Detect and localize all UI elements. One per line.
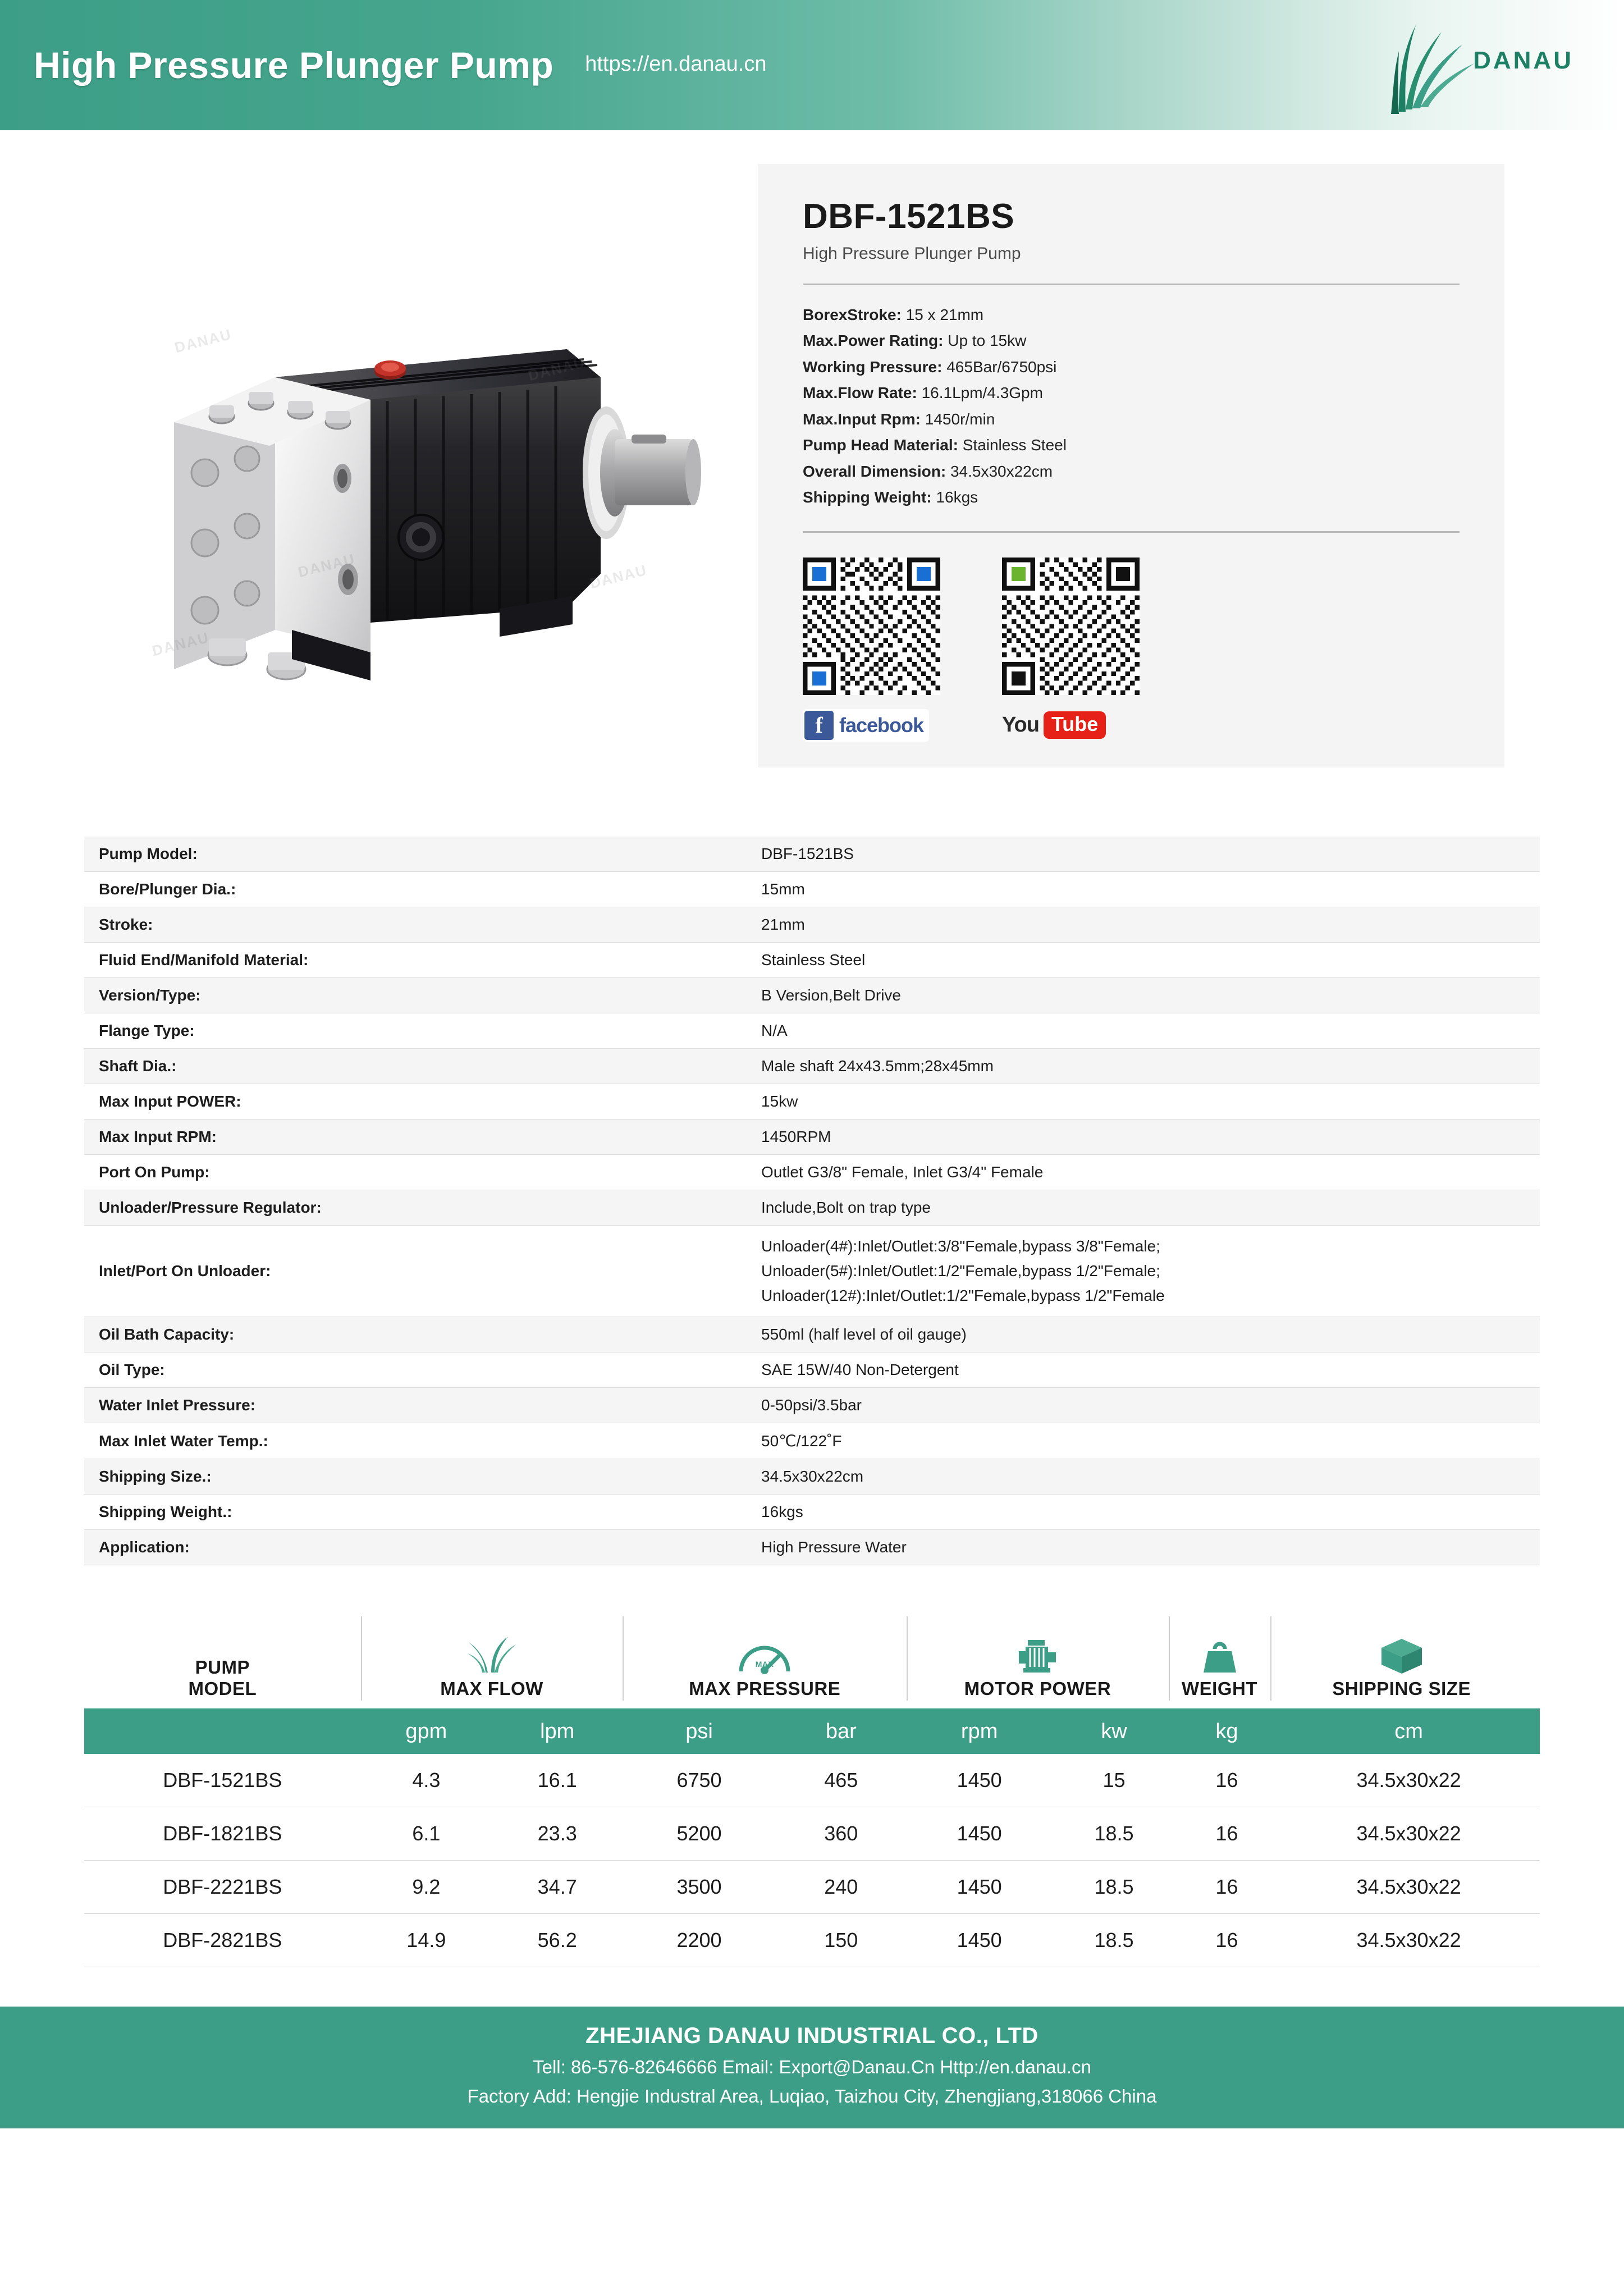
- data-cell: 16: [1215, 1875, 1238, 1898]
- spec-value-line: Unloader(4#):Inlet/Outlet:3/8"Female,bypass 3/8"Female;: [761, 1237, 1160, 1255]
- data-cell: 16: [1215, 1929, 1238, 1952]
- svg-text:MAX: MAX: [755, 1660, 774, 1669]
- spec-key: Fluid End/Manifold Material:: [84, 943, 747, 978]
- spec-value: N/A: [747, 1013, 1540, 1049]
- quick-spec-value: 16kgs: [931, 488, 978, 506]
- data-cell: 5200: [676, 1822, 722, 1845]
- divider: [803, 531, 1460, 533]
- gauge-icon: [623, 1617, 907, 1678]
- spec-key: Max Input RPM:: [84, 1119, 747, 1155]
- spec-value-line: Unloader(12#):Inlet/Outlet:1/2"Female,bypass 1/2"Female: [761, 1287, 1165, 1304]
- page-header: [0, 0, 1624, 130]
- header-line1: MOTOR POWER: [964, 1678, 1111, 1699]
- quick-spec-label: Max.Flow Rate:: [803, 384, 917, 402]
- spec-value: DBF-1521BS: [747, 837, 1540, 872]
- table-row: [84, 1084, 1540, 1119]
- table-row: [84, 1226, 1540, 1317]
- data-cell: 9.2: [412, 1875, 441, 1898]
- spec-value: 21mm: [747, 907, 1540, 943]
- header-shipping-size: [1270, 1617, 1532, 1705]
- product-photo: [84, 164, 758, 804]
- quick-spec-row: [803, 485, 1460, 510]
- spec-value: 1450RPM: [747, 1119, 1540, 1155]
- data-cell: 3500: [676, 1875, 722, 1898]
- header-line1: WEIGHT: [1182, 1678, 1257, 1699]
- table-row: [84, 1530, 1540, 1565]
- spec-value: 15kw: [747, 1084, 1540, 1119]
- quick-spec-value: Up to 15kw: [943, 332, 1027, 350]
- quick-spec-list: [803, 302, 1460, 511]
- quick-spec-row: [803, 328, 1460, 354]
- data-cell: 16: [1215, 1769, 1238, 1792]
- unit-header-psi: psi: [685, 1720, 713, 1743]
- unit-header-kg: kg: [1215, 1720, 1238, 1743]
- spec-value: [747, 1226, 1540, 1317]
- comparison-group-header: [84, 1596, 1540, 1711]
- logo-wordmark: DANAU: [1473, 47, 1573, 74]
- table-row: [84, 978, 1540, 1013]
- data-cell: 360: [824, 1822, 858, 1845]
- header-line1: MAX PRESSURE: [689, 1678, 841, 1699]
- header-line1: SHIPPING SIZE: [1332, 1678, 1471, 1699]
- spec-value: High Pressure Water: [747, 1530, 1540, 1565]
- model-comparison-table: [84, 1596, 1540, 1967]
- table-row: [84, 1155, 1540, 1190]
- data-cell: 14.9: [406, 1929, 446, 1952]
- table-row: [84, 1119, 1540, 1155]
- table-row: [84, 943, 1540, 978]
- product-spec-card: [758, 164, 1504, 767]
- header-pump-model: [84, 1596, 361, 1705]
- data-cell: 16.1: [537, 1769, 577, 1792]
- header-line1: PUMP: [195, 1657, 250, 1678]
- data-cell: 240: [824, 1875, 858, 1898]
- youtube-qr-block: [1002, 558, 1140, 743]
- table-row: [84, 1388, 1540, 1423]
- facebook-label: facebook: [839, 713, 924, 737]
- product-model-title: DBF-1521BS: [803, 197, 1015, 236]
- footer-address: Factory Add: Hengjie Industral Area, Luqiao, Taizhou City, Zhengjiang,318066 China: [467, 2086, 1157, 2106]
- spec-value: Outlet G3/8" Female, Inlet G3/4" Female: [747, 1155, 1540, 1190]
- spec-key: Shipping Weight.:: [84, 1495, 747, 1530]
- page-footer: [0, 2007, 1624, 2128]
- quick-spec-label: Working Pressure:: [803, 358, 943, 376]
- quick-spec-label: Max.Power Rating:: [803, 332, 944, 350]
- table-row: [84, 1495, 1540, 1530]
- table-row: [84, 837, 1540, 872]
- data-cell: 150: [824, 1929, 858, 1952]
- data-cell: 1450: [957, 1822, 1002, 1845]
- spec-key: Version/Type:: [84, 978, 747, 1013]
- table-row: [84, 872, 1540, 907]
- data-cell: 34.7: [537, 1875, 577, 1898]
- quick-spec-value: 16.1Lpm/4.3Gpm: [917, 384, 1043, 402]
- data-cell: 4.3: [412, 1769, 441, 1792]
- logo-leaf-icon: [1347, 15, 1476, 116]
- spec-value: B Version,Belt Drive: [747, 978, 1540, 1013]
- data-cell: 1450: [957, 1769, 1002, 1792]
- box-icon: [1270, 1617, 1532, 1678]
- model-name-cell: DBF-2221BS: [163, 1875, 282, 1898]
- data-cell: 18.5: [1094, 1822, 1134, 1845]
- data-cell: 34.5x30x22: [1356, 1822, 1461, 1845]
- model-name-cell: DBF-2821BS: [163, 1929, 282, 1952]
- spec-key: Max Input POWER:: [84, 1084, 747, 1119]
- spec-value: Male shaft 24x43.5mm;28x45mm: [747, 1049, 1540, 1084]
- table-row: [84, 1013, 1540, 1049]
- divider: [803, 284, 1460, 285]
- model-name-cell: DBF-1521BS: [163, 1769, 282, 1792]
- table-row: [84, 1190, 1540, 1226]
- table-row: [84, 907, 1540, 943]
- quick-spec-row: [803, 380, 1460, 406]
- quick-spec-label: Shipping Weight:: [803, 488, 932, 506]
- table-row: [84, 1352, 1540, 1388]
- watermark-text: DANAU: [588, 561, 649, 592]
- quick-spec-value: 34.5x30x22cm: [946, 462, 1053, 480]
- header-line2: MODEL: [188, 1678, 257, 1699]
- header-max-flow: [361, 1617, 623, 1705]
- data-cell: 1450: [957, 1929, 1002, 1952]
- table-row: [84, 1317, 1540, 1352]
- data-cell: 6750: [676, 1769, 722, 1792]
- unit-header-bar: bar: [825, 1720, 857, 1743]
- footer-company-name: ZHEJIANG DANAU INDUSTRIAL CO., LTD: [585, 2023, 1039, 2048]
- youtube-qr-code[interactable]: [1002, 558, 1140, 695]
- spec-value: 16kgs: [747, 1495, 1540, 1530]
- spacer: [84, 1596, 361, 1657]
- spec-key: Unloader/Pressure Regulator:: [84, 1190, 747, 1226]
- data-cell: 1450: [957, 1875, 1002, 1898]
- quick-spec-value: Stainless Steel: [958, 436, 1067, 454]
- flow-icon: [361, 1617, 623, 1678]
- spec-value: 34.5x30x22cm: [747, 1459, 1540, 1495]
- spec-key: Oil Bath Capacity:: [84, 1317, 747, 1352]
- facebook-qr-block: [803, 558, 940, 743]
- motor-icon: [907, 1617, 1169, 1678]
- comparison-body: [84, 1754, 1540, 1967]
- spec-key: Port On Pump:: [84, 1155, 747, 1190]
- header-website-url[interactable]: https://en.danau.cn: [585, 52, 767, 76]
- data-cell: 18.5: [1094, 1875, 1134, 1898]
- youtube-badge[interactable]: [1002, 708, 1140, 743]
- data-cell: 34.5x30x22: [1356, 1769, 1461, 1792]
- spec-key: Shipping Size.:: [84, 1459, 747, 1495]
- spec-key: Flange Type:: [84, 1013, 747, 1049]
- product-subtitle: High Pressure Plunger Pump: [803, 244, 1021, 263]
- table-row: [84, 1914, 1540, 1967]
- spec-value: 550ml (half level of oil gauge): [747, 1317, 1540, 1352]
- product-overview: [0, 130, 1624, 804]
- spec-value: 15mm: [747, 872, 1540, 907]
- data-cell: 23.3: [537, 1822, 577, 1845]
- watermark-text: DANAU: [172, 325, 234, 357]
- table-row: [84, 1807, 1540, 1861]
- unit-header-kw: kw: [1101, 1720, 1127, 1743]
- pump-illustration: [107, 237, 735, 731]
- spec-key: Pump Model:: [84, 837, 747, 872]
- data-cell: 16: [1215, 1822, 1238, 1845]
- comparison-units-row: [84, 1711, 1540, 1754]
- spec-value-line: Unloader(5#):Inlet/Outlet:1/2"Female,bypass 1/2"Female;: [761, 1262, 1160, 1280]
- header-max-pressure: [623, 1617, 907, 1705]
- table-row: [84, 1423, 1540, 1459]
- quick-spec-row: [803, 459, 1460, 485]
- model-name-cell: DBF-1821BS: [163, 1822, 282, 1845]
- table-row: [84, 1459, 1540, 1495]
- quick-spec-row: [803, 432, 1460, 458]
- header-weight: [1169, 1617, 1271, 1705]
- unit-header-gpm: gpm: [405, 1720, 447, 1743]
- spec-key: Max Inlet Water Temp.:: [84, 1423, 747, 1459]
- unit-header-lpm: lpm: [540, 1720, 575, 1743]
- spec-value: SAE 15W/40 Non-Detergent: [747, 1352, 1540, 1388]
- footer-contact: Tell: 86-576-82646666 Email: Export@Danau.Cn Http://en.danau.cn: [533, 2057, 1091, 2077]
- spec-key: Water Inlet Pressure:: [84, 1388, 747, 1423]
- table-row: [84, 1049, 1540, 1084]
- facebook-qr-code[interactable]: [803, 558, 940, 695]
- quick-spec-label: BorexStroke:: [803, 306, 902, 323]
- specification-table: [84, 837, 1540, 1565]
- header-line1: MAX FLOW: [440, 1678, 543, 1699]
- table-row: [84, 1754, 1540, 1807]
- quick-spec-value: 15 x 21mm: [901, 306, 984, 323]
- spec-value: 0-50psi/3.5bar: [747, 1388, 1540, 1423]
- quick-spec-row: [803, 302, 1460, 328]
- youtube-icon: Tube: [1044, 711, 1106, 739]
- unit-header-model: [84, 1711, 361, 1754]
- spec-key: Bore/Plunger Dia.:: [84, 872, 747, 907]
- quick-spec-label: Overall Dimension:: [803, 462, 946, 480]
- unit-header-rpm: rpm: [960, 1720, 998, 1743]
- quick-spec-label: Max.Input Rpm:: [803, 410, 921, 428]
- data-cell: 18.5: [1094, 1929, 1134, 1952]
- spec-value: 50℃/122˚F: [747, 1423, 1540, 1459]
- quick-spec-value: 1450r/min: [921, 410, 995, 428]
- data-cell: 465: [824, 1769, 858, 1792]
- data-cell: 2200: [676, 1929, 722, 1952]
- header-motor-power: [907, 1617, 1169, 1705]
- table-row: [84, 1861, 1540, 1914]
- spec-key: Oil Type:: [84, 1352, 747, 1388]
- spec-key: Shaft Dia.:: [84, 1049, 747, 1084]
- data-cell: 6.1: [412, 1822, 441, 1845]
- company-logo: [1347, 12, 1573, 119]
- unit-header-cm: cm: [1394, 1720, 1423, 1743]
- facebook-badge[interactable]: [803, 708, 940, 743]
- facebook-icon: f: [804, 711, 834, 740]
- page-title: High Pressure Plunger Pump: [34, 44, 554, 86]
- data-cell: 34.5x30x22: [1356, 1875, 1461, 1898]
- data-cell: 34.5x30x22: [1356, 1929, 1461, 1952]
- quick-spec-row: [803, 406, 1460, 432]
- quick-spec-value: 465Bar/6750psi: [942, 358, 1057, 376]
- quick-spec-label: Pump Head Material:: [803, 436, 958, 454]
- weight-icon: [1169, 1617, 1271, 1678]
- youtube-label: You: [1002, 713, 1039, 737]
- data-cell: 56.2: [537, 1929, 577, 1952]
- quick-spec-row: [803, 354, 1460, 380]
- spec-value: Include,Bolt on trap type: [747, 1190, 1540, 1226]
- spec-key: Application:: [84, 1530, 747, 1565]
- spec-key: Inlet/Port On Unloader:: [84, 1226, 747, 1317]
- data-cell: 15: [1103, 1769, 1126, 1792]
- spec-key: Stroke:: [84, 907, 747, 943]
- qr-code-row: [803, 558, 1460, 743]
- spec-value: Stainless Steel: [747, 943, 1540, 978]
